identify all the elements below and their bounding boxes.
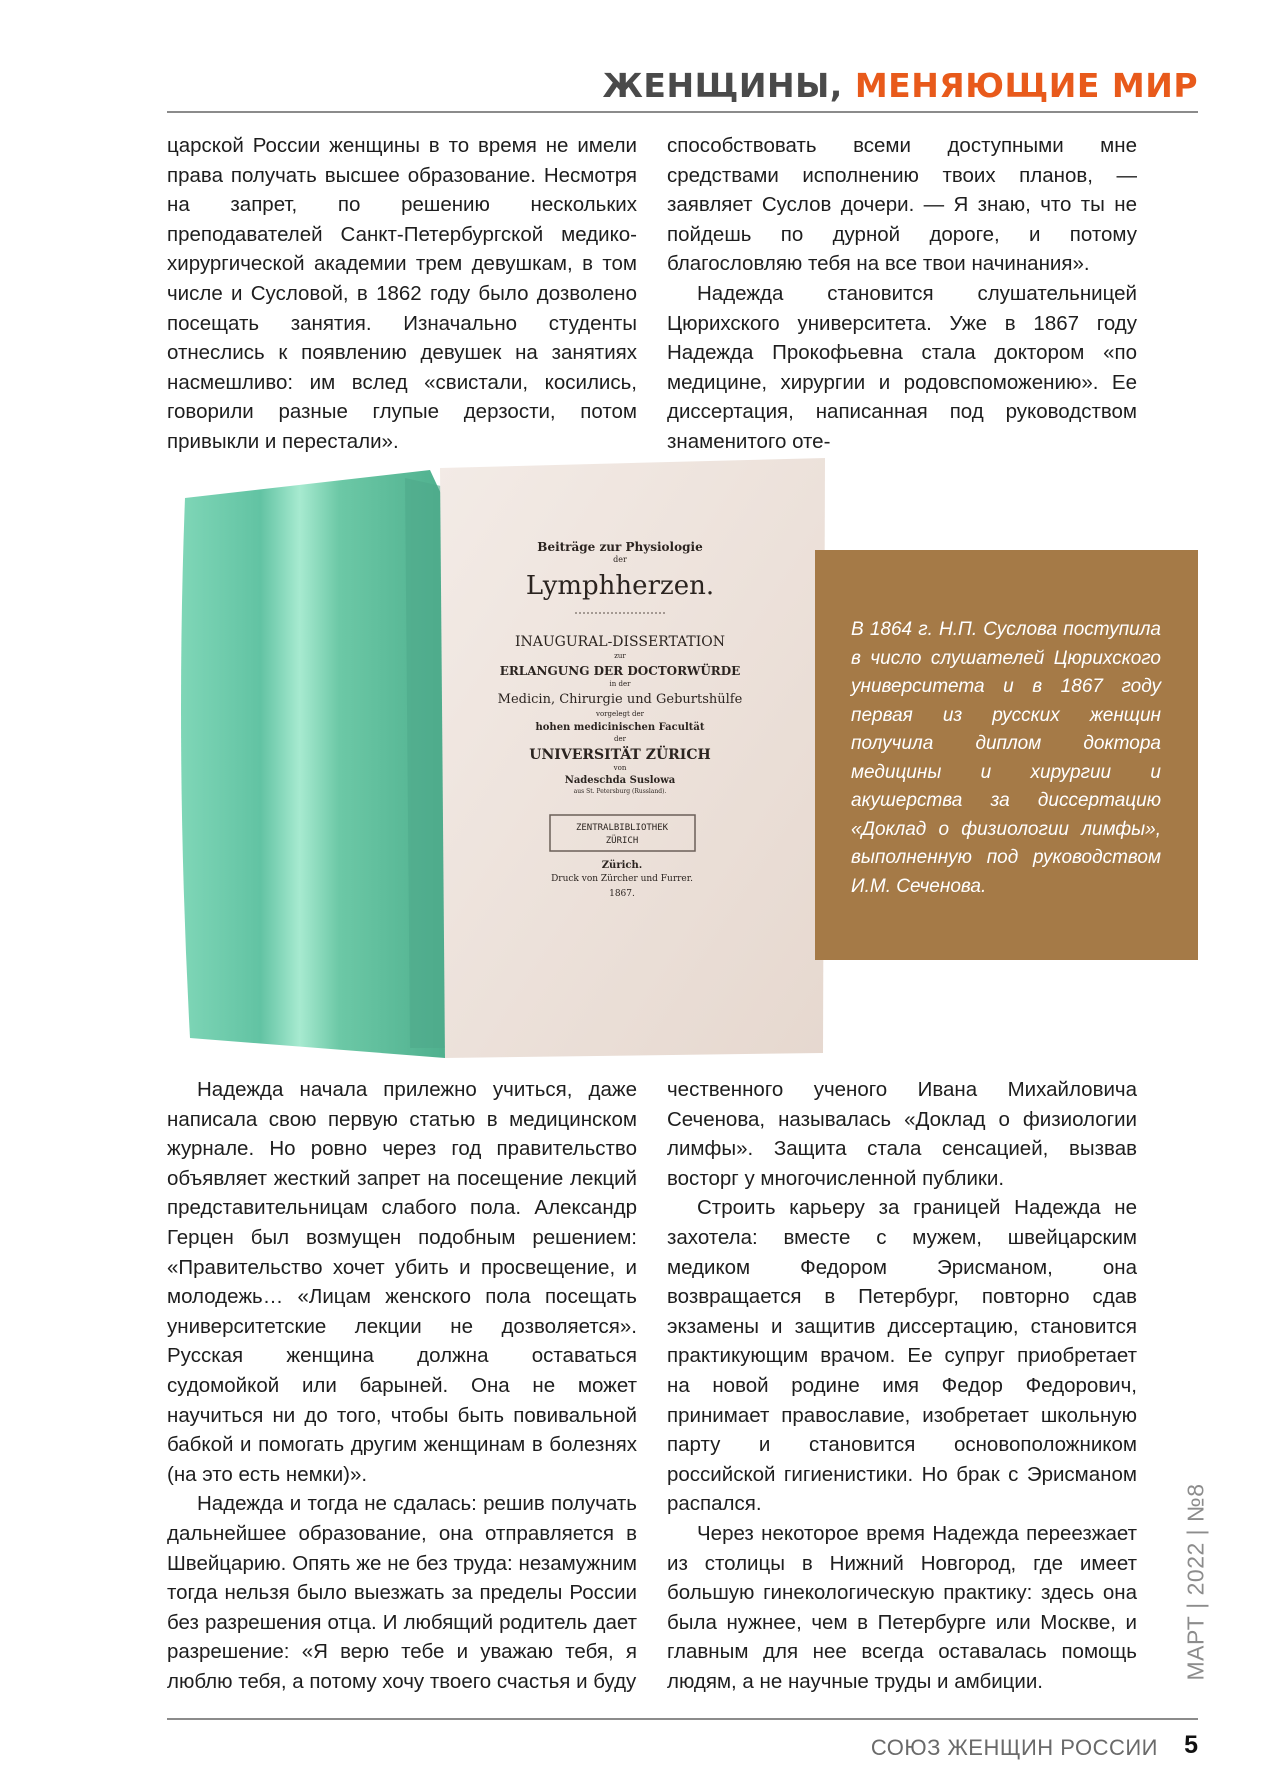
section-title-part2: МЕНЯЮЩИЕ МИР [854, 66, 1198, 105]
book-line: zur [614, 652, 626, 660]
paragraph: Надежда и тогда не сдалась: решив получать дальнейшее образование, она отправляется в Швейцарию. Опять же не без труда: незамужним тогда нельзя было выезжать за пределы России без разрешения отца. И любящий родитель дает разрешение: «Я верю тебе и уважаю тебя, я люблю тебя, а потому хочу твоего счастья и буду [167, 1492, 637, 1693]
page-number: 5 [1184, 1731, 1198, 1759]
book-line: Medicin, Chirurgie und Geburtshülfe [497, 692, 743, 707]
column-bottom-left [167, 1075, 637, 1696]
paragraph: Надежда становится слушательницей Цюрихского университета. Уже в 1867 году Надежда Прокофьевна стала доктором «по медицине, хирургии и родовспоможению». Ее диссертация, написанная под руководством знаменитого оте- [667, 281, 1137, 453]
paragraph: Через некоторое время Надежда переезжает из столицы в Нижний Новгород, где имеет большую гинекологическую практику: здесь она была нужнее, чем в Петербурге или Москве, и главным для нее всегда оставалась помощь людям, а не научные труды и амбиции. [667, 1521, 1137, 1693]
book-line: ERLANGUNG DER DOCTORWÜRDE [499, 664, 741, 678]
book-line: hohen medicinischen Facultät [535, 722, 705, 733]
book-line: INAUGURAL-DISSERTATION [514, 634, 726, 650]
paragraph: Надежда начала прилежно учиться, даже написала свою первую статью в медицинском журнале. Но ровно через год правительство объявляет жесткий запрет на посещение лекций представительницам слабого пола. Александр Герцен был возмущен подобным решением: «Правительство хочет убить и просвещение, и молодежь… «Лицам женского пола посещать университетские лекции не дозволяется». Русская женщина должна оставаться судомойкой или барыней. Она не может научиться ни до того, чтобы быть повивальной бабкой и помогать другим женщинам в болезнях (на это есть немки)». [167, 1078, 637, 1486]
book-line: aus St. Petersburg (Russland). [573, 788, 667, 795]
stamp-line: ZÜRICH [605, 836, 639, 846]
dissertation-photo [175, 458, 825, 1058]
paragraph: способствовать всеми доступными мне средствами исполнению твоих планов, — заявляет Суслов дочери. — Я знаю, что ты не пойдешь по дурной дороге, и потому благословляю тебя на все твои начинания». [667, 134, 1137, 276]
paragraph: чественного ученого Ивана Михайловича Сеченова, называлась «Доклад о физиологии лимфы». Защита стала сенсацией, вызвав восторг у многочисленной публики. [667, 1078, 1137, 1190]
section-title-part1: ЖЕНЩИНЫ, [602, 66, 843, 105]
footer-organization: СОЮЗ ЖЕНЩИН РОССИИ [870, 1735, 1158, 1760]
book-line: Druck von Zürcher und Furrer. [551, 874, 693, 884]
book-line: Zürich. [601, 860, 643, 871]
bottom-divider [167, 1718, 1198, 1720]
column-top-right [667, 131, 1137, 457]
book-cover [181, 470, 445, 1058]
book-line: von [613, 764, 627, 772]
caption-box [815, 550, 1198, 960]
section-title [603, 66, 1198, 105]
stamp-line: ZENTRALBIBLIOTHEK [575, 823, 669, 833]
book-title: Lymphherzen. [525, 571, 715, 601]
issue-info [1178, 1462, 1214, 1702]
top-divider [167, 111, 1198, 113]
book-line: 1867. [609, 889, 635, 899]
book-line: Beiträge zur Physiologie [537, 540, 703, 554]
book-line: der [614, 735, 626, 743]
column-top-left [167, 131, 637, 457]
book-line: Nadeschda Suslowa [564, 775, 676, 786]
caption-text: В 1864 г. Н.П. Суслова поступила в число слушателей Цюрихского университета и в 1867 году первая из русских женщин получила диплом доктора медицины и хирургии и акушерства за диссертацию «Доклад о физиологии лимфы», выполненную под руководством И.М. Сеченова. [851, 619, 1161, 897]
column-bottom-right [667, 1075, 1137, 1696]
issue-info-text: МАРТ | 2022 | №8 [1182, 1483, 1209, 1681]
paragraph: царской России женщины в то время не имели права получать высшее образование. Несмотря на запрет, по решению нескольких преподавателей Санкт-Петербургской медико-хирургической академии трем девушкам, в том числе и Сусловой, в 1862 году было дозволено посещать занятия. Изначально студенты отнеслись к появлению девушек на занятиях насмешливо: им вслед «свистали, косились, говорили разные глупые дерзости, потом привыкли и перестали». [167, 134, 637, 453]
book-line: der [613, 555, 627, 564]
book-line: vorgelegt der [595, 710, 645, 718]
book-line: UNIVERSITÄT ZÜRICH [529, 747, 711, 763]
paragraph: Строить карьеру за границей Надежда не захотела: вместе с мужем, швейцарским медиком Федором Эрисманом, она возвращается в Петербург, повторно сдав экзамены и защитив диссертацию, становится практикующим врачом. Ее супруг приобретает на новой родине имя Федор Федорович, принимает православие, изобретает школьную парту и становится основоположником российской гигиенистики. Но брак с Эрисманом распался. [667, 1196, 1137, 1516]
book-line: in der [609, 680, 631, 688]
